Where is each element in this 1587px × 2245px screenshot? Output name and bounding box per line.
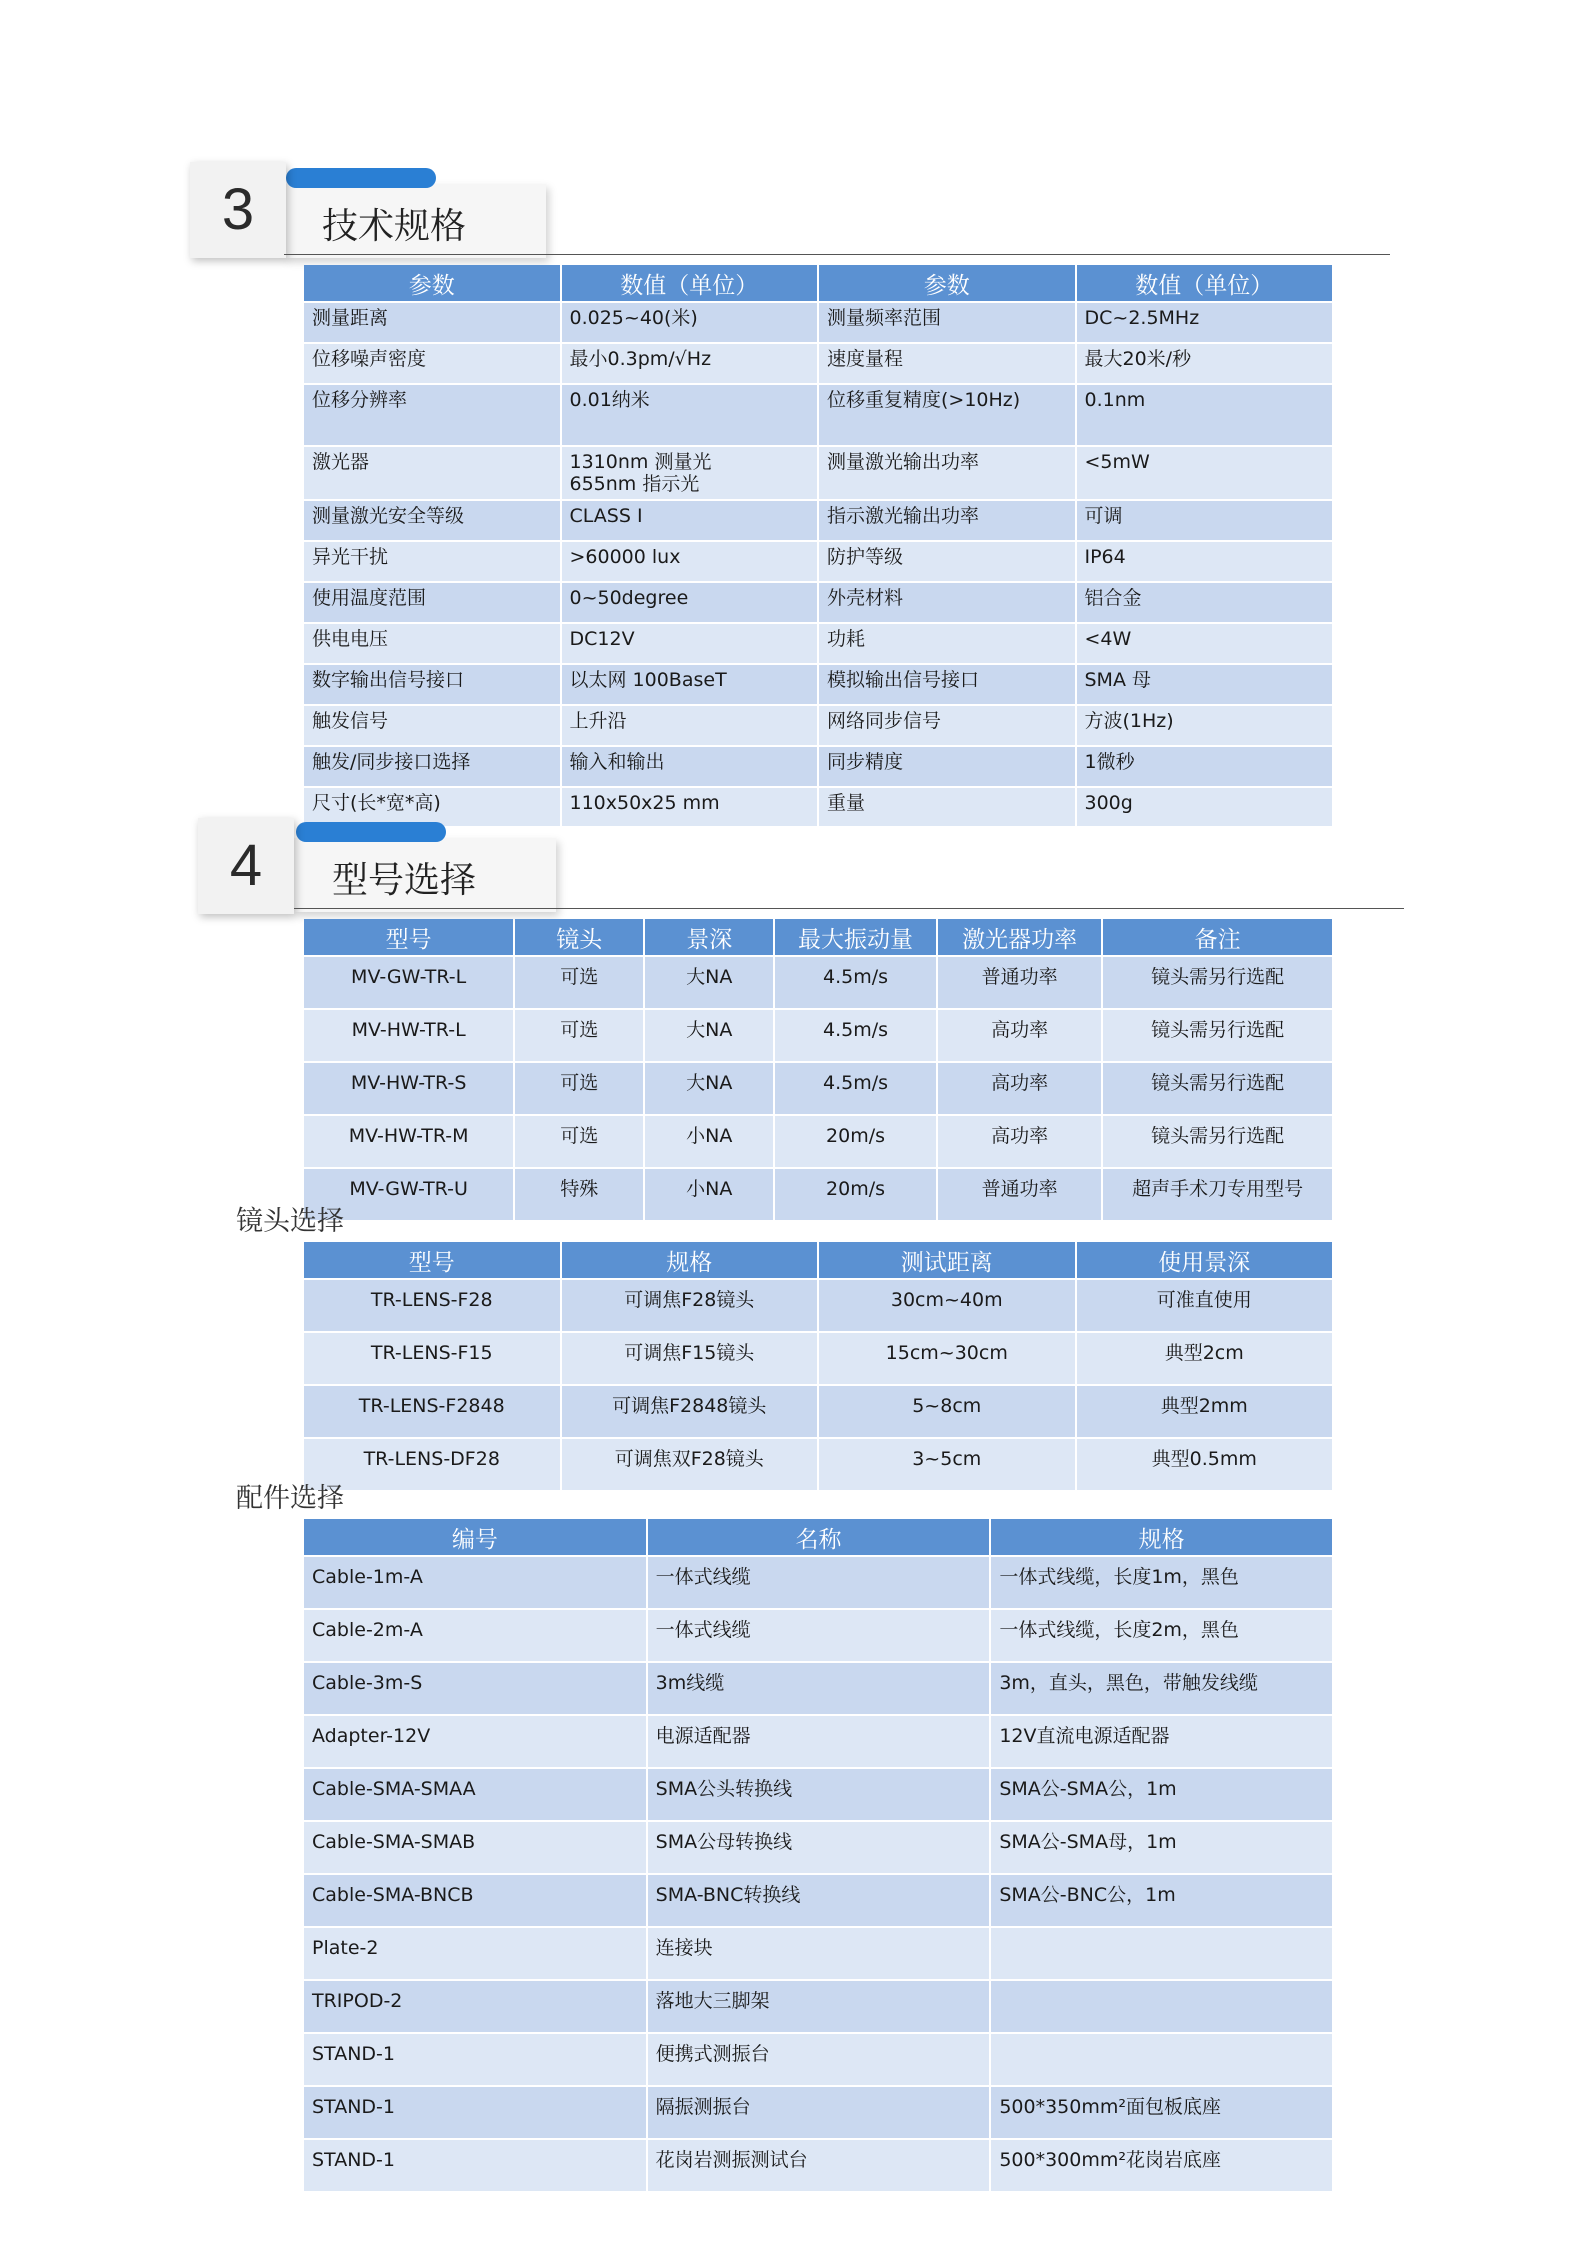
table-cell: 超声手术刀专用型号 bbox=[1103, 1169, 1332, 1220]
table-row bbox=[304, 1280, 1332, 1331]
table-row bbox=[304, 1063, 1332, 1114]
column-header: 参数 bbox=[304, 265, 560, 301]
table-row bbox=[304, 583, 1332, 622]
table-cell: 可选 bbox=[515, 1010, 643, 1061]
table-cell: 指示激光输出功率 bbox=[819, 501, 1075, 540]
table-cell: 模拟输出信号接口 bbox=[819, 665, 1075, 704]
table-cell: 30cm~40m bbox=[819, 1280, 1075, 1331]
table-cell: 触发/同步接口选择 bbox=[304, 747, 560, 786]
table-row bbox=[304, 1928, 1332, 1979]
table-row bbox=[304, 624, 1332, 663]
table-row bbox=[304, 1116, 1332, 1167]
table-cell: 位移噪声密度 bbox=[304, 344, 560, 383]
table-cell: 0~50degree bbox=[562, 583, 818, 622]
table-cell: IP64 bbox=[1077, 542, 1333, 581]
table-row bbox=[304, 747, 1332, 786]
table-cell: 1微秒 bbox=[1077, 747, 1333, 786]
table-cell: 最小0.3pm/√Hz bbox=[562, 344, 818, 383]
table-cell: SMA 母 bbox=[1077, 665, 1333, 704]
table-cell: DC12V bbox=[562, 624, 818, 663]
table-cell: Cable-3m-S bbox=[304, 1663, 646, 1714]
column-header: 使用景深 bbox=[1077, 1242, 1333, 1278]
table-cell: 500*300mm²花岗岩底座 bbox=[991, 2140, 1332, 2191]
table-cell: TRIPOD-2 bbox=[304, 1981, 646, 2032]
column-header: 激光器功率 bbox=[938, 919, 1102, 955]
table-cell: CLASS I bbox=[562, 501, 818, 540]
table-cell: 可调焦双F28镜头 bbox=[562, 1439, 818, 1490]
table-cell: 普通功率 bbox=[938, 957, 1102, 1008]
table-cell: 普通功率 bbox=[938, 1169, 1102, 1220]
table-cell: 可调焦F2848镜头 bbox=[562, 1386, 818, 1437]
table-cell: 小NA bbox=[645, 1169, 773, 1220]
table-cell: 上升沿 bbox=[562, 706, 818, 745]
table-cell: 异光干扰 bbox=[304, 542, 560, 581]
table-row bbox=[304, 1822, 1332, 1873]
table-cell: 以太网 100BaseT bbox=[562, 665, 818, 704]
lens-table bbox=[302, 1240, 1334, 1492]
table-cell: 4.5m/s bbox=[775, 1010, 936, 1061]
table-cell: 触发信号 bbox=[304, 706, 560, 745]
section-4-rule bbox=[294, 908, 1404, 909]
table-cell: 可选 bbox=[515, 1116, 643, 1167]
table-cell: 4.5m/s bbox=[775, 1063, 936, 1114]
section-3-title-box bbox=[284, 184, 546, 258]
table-cell: 速度量程 bbox=[819, 344, 1075, 383]
column-header: 镜头 bbox=[515, 919, 643, 955]
table-cell: 方波(1Hz) bbox=[1077, 706, 1333, 745]
column-header: 型号 bbox=[304, 1242, 560, 1278]
table-cell: 使用温度范围 bbox=[304, 583, 560, 622]
table-cell: <4W bbox=[1077, 624, 1333, 663]
table-cell: TR-LENS-F2848 bbox=[304, 1386, 560, 1437]
table-cell: 镜头需另行选配 bbox=[1103, 1010, 1332, 1061]
table-cell: 测量频率范围 bbox=[819, 303, 1075, 342]
table-cell: Plate-2 bbox=[304, 1928, 646, 1979]
table-cell bbox=[991, 1928, 1332, 1979]
section-3-number-box bbox=[190, 162, 286, 258]
table-cell: <5mW bbox=[1077, 447, 1333, 499]
accessory-table bbox=[302, 1517, 1334, 2193]
table-cell: 供电电压 bbox=[304, 624, 560, 663]
section-3-title: 技术规格 bbox=[322, 206, 467, 247]
table-cell: 高功率 bbox=[938, 1063, 1102, 1114]
lens-table-header bbox=[304, 1242, 1332, 1278]
spec-table bbox=[302, 263, 1334, 828]
table-cell: MV-HW-TR-L bbox=[304, 1010, 513, 1061]
table-cell: >60000 lux bbox=[562, 542, 818, 581]
table-cell: 3~5cm bbox=[819, 1439, 1075, 1490]
table-cell: 可调 bbox=[1077, 501, 1333, 540]
column-header: 最大振动量 bbox=[775, 919, 936, 955]
table-cell: STAND-1 bbox=[304, 2140, 646, 2191]
table-cell: MV-GW-TR-U bbox=[304, 1169, 513, 1220]
table-cell: 一体式线缆，长度2m，黑色 bbox=[991, 1610, 1332, 1661]
table-cell: 测量激光输出功率 bbox=[819, 447, 1075, 499]
table-cell: 300g bbox=[1077, 788, 1333, 826]
table-cell: Cable-1m-A bbox=[304, 1557, 646, 1608]
table-cell: 重量 bbox=[819, 788, 1075, 826]
table-cell: 500*350mm²面包板底座 bbox=[991, 2087, 1332, 2138]
table-cell: 典型2mm bbox=[1077, 1386, 1333, 1437]
lens-section-title: 镜头选择 bbox=[236, 1206, 344, 1237]
table-row bbox=[304, 1439, 1332, 1490]
table-cell: Cable-2m-A bbox=[304, 1610, 646, 1661]
table-row bbox=[304, 1610, 1332, 1661]
table-cell: 同步精度 bbox=[819, 747, 1075, 786]
table-cell: 隔振测振台 bbox=[648, 2087, 990, 2138]
table-cell: MV-GW-TR-L bbox=[304, 957, 513, 1008]
table-cell: MV-HW-TR-S bbox=[304, 1063, 513, 1114]
column-header: 数值（单位） bbox=[1077, 265, 1333, 301]
table-cell: 位移分辨率 bbox=[304, 385, 560, 445]
table-cell: 功耗 bbox=[819, 624, 1075, 663]
section-4-number-box bbox=[198, 818, 294, 914]
table-cell: 12V直流电源适配器 bbox=[991, 1716, 1332, 1767]
table-cell: Cable-SMA-SMAB bbox=[304, 1822, 646, 1873]
table-cell: TR-LENS-F28 bbox=[304, 1280, 560, 1331]
table-cell: STAND-1 bbox=[304, 2087, 646, 2138]
accessory-section-title: 配件选择 bbox=[236, 1483, 344, 1514]
table-cell: 尺寸(长*宽*高) bbox=[304, 788, 560, 826]
table-row bbox=[304, 1875, 1332, 1926]
table-cell: Cable-SMA-SMAA bbox=[304, 1769, 646, 1820]
table-row bbox=[304, 2087, 1332, 2138]
table-cell: 数字输出信号接口 bbox=[304, 665, 560, 704]
table-cell: 20m/s bbox=[775, 1116, 936, 1167]
table-cell: 大NA bbox=[645, 1063, 773, 1114]
table-cell: SMA-BNC转换线 bbox=[648, 1875, 990, 1926]
column-header: 名称 bbox=[648, 1519, 990, 1555]
table-cell: 便携式测振台 bbox=[648, 2034, 990, 2085]
column-header: 数值（单位） bbox=[562, 265, 818, 301]
table-cell: 3m，直头，黑色，带触发线缆 bbox=[991, 1663, 1332, 1714]
column-header: 测试距离 bbox=[819, 1242, 1075, 1278]
table-row bbox=[304, 501, 1332, 540]
table-cell: SMA公母转换线 bbox=[648, 1822, 990, 1873]
table-row bbox=[304, 1981, 1332, 2032]
table-row bbox=[304, 1716, 1332, 1767]
section-4-number: 4 bbox=[229, 833, 263, 898]
table-cell bbox=[991, 1981, 1332, 2032]
table-cell: 外壳材料 bbox=[819, 583, 1075, 622]
table-row bbox=[304, 2034, 1332, 2085]
table-cell: 4.5m/s bbox=[775, 957, 936, 1008]
table-cell: 电源适配器 bbox=[648, 1716, 990, 1767]
table-cell: 小NA bbox=[645, 1116, 773, 1167]
table-cell: Cable-SMA-BNCB bbox=[304, 1875, 646, 1926]
table-row bbox=[304, 1010, 1332, 1061]
table-cell: TR-LENS-F15 bbox=[304, 1333, 560, 1384]
model-table bbox=[302, 917, 1334, 1222]
table-row bbox=[304, 1169, 1332, 1220]
spec-table-header bbox=[304, 265, 1332, 301]
table-row bbox=[304, 1557, 1332, 1608]
table-cell: MV-HW-TR-M bbox=[304, 1116, 513, 1167]
table-cell: 位移重复精度(>10Hz) bbox=[819, 385, 1075, 445]
column-header: 规格 bbox=[991, 1519, 1332, 1555]
table-cell: 防护等级 bbox=[819, 542, 1075, 581]
table-cell: 0.1nm bbox=[1077, 385, 1333, 445]
table-row bbox=[304, 2140, 1332, 2191]
table-cell: 特殊 bbox=[515, 1169, 643, 1220]
table-cell: 20m/s bbox=[775, 1169, 936, 1220]
model-table-header bbox=[304, 919, 1332, 955]
section-4-title-box bbox=[294, 838, 556, 912]
table-cell: 可选 bbox=[515, 957, 643, 1008]
section-3-accent-pill bbox=[286, 168, 436, 188]
column-header: 规格 bbox=[562, 1242, 818, 1278]
table-cell: 高功率 bbox=[938, 1116, 1102, 1167]
table-cell: 最大20米/秒 bbox=[1077, 344, 1333, 383]
table-cell: STAND-1 bbox=[304, 2034, 646, 2085]
table-cell bbox=[991, 2034, 1332, 2085]
table-cell: 高功率 bbox=[938, 1010, 1102, 1061]
table-row bbox=[304, 706, 1332, 745]
table-cell: DC~2.5MHz bbox=[1077, 303, 1333, 342]
table-cell: SMA公头转换线 bbox=[648, 1769, 990, 1820]
table-row bbox=[304, 344, 1332, 383]
column-header: 型号 bbox=[304, 919, 513, 955]
table-cell: SMA公-SMA母，1m bbox=[991, 1822, 1332, 1873]
section-4-title: 型号选择 bbox=[332, 860, 477, 901]
table-cell: 花岗岩测振测试台 bbox=[648, 2140, 990, 2191]
table-cell: 0.01纳米 bbox=[562, 385, 818, 445]
column-header: 备注 bbox=[1103, 919, 1332, 955]
table-cell: 1310nm 测量光 655nm 指示光 bbox=[562, 447, 818, 499]
section-3-number: 3 bbox=[221, 177, 255, 242]
table-cell: 铝合金 bbox=[1077, 583, 1333, 622]
table-cell: 可调焦F28镜头 bbox=[562, 1280, 818, 1331]
table-cell: TR-LENS-DF28 bbox=[304, 1439, 560, 1490]
table-cell: 激光器 bbox=[304, 447, 560, 499]
table-row bbox=[304, 957, 1332, 1008]
table-cell: 一体式线缆 bbox=[648, 1557, 990, 1608]
table-row bbox=[304, 1333, 1332, 1384]
table-cell: 落地大三脚架 bbox=[648, 1981, 990, 2032]
table-cell: 5~8cm bbox=[819, 1386, 1075, 1437]
table-cell: 大NA bbox=[645, 1010, 773, 1061]
table-cell: 输入和输出 bbox=[562, 747, 818, 786]
section-4-accent-pill bbox=[296, 822, 446, 842]
table-row bbox=[304, 303, 1332, 342]
table-row bbox=[304, 1663, 1332, 1714]
table-cell: 可调焦F15镜头 bbox=[562, 1333, 818, 1384]
table-cell: 测量激光安全等级 bbox=[304, 501, 560, 540]
table-cell: 可准直使用 bbox=[1077, 1280, 1333, 1331]
table-cell: 大NA bbox=[645, 957, 773, 1008]
table-cell: 镜头需另行选配 bbox=[1103, 957, 1332, 1008]
table-cell: 典型2cm bbox=[1077, 1333, 1333, 1384]
table-cell: 镜头需另行选配 bbox=[1103, 1063, 1332, 1114]
table-row bbox=[304, 447, 1332, 499]
table-cell: SMA公-BNC公，1m bbox=[991, 1875, 1332, 1926]
table-cell: 3m线缆 bbox=[648, 1663, 990, 1714]
section-4-header bbox=[198, 818, 1408, 928]
table-cell: 110x50x25 mm bbox=[562, 788, 818, 826]
accessory-table-header bbox=[304, 1519, 1332, 1555]
table-cell: 镜头需另行选配 bbox=[1103, 1116, 1332, 1167]
table-cell: 一体式线缆，长度1m，黑色 bbox=[991, 1557, 1332, 1608]
section-3-header bbox=[190, 162, 1390, 272]
table-row bbox=[304, 1769, 1332, 1820]
table-cell: 测量距离 bbox=[304, 303, 560, 342]
column-header: 编号 bbox=[304, 1519, 646, 1555]
table-cell: 一体式线缆 bbox=[648, 1610, 990, 1661]
table-cell: 网络同步信号 bbox=[819, 706, 1075, 745]
table-cell: 可选 bbox=[515, 1063, 643, 1114]
column-header: 景深 bbox=[645, 919, 773, 955]
column-header: 参数 bbox=[819, 265, 1075, 301]
table-cell: SMA公-SMA公，1m bbox=[991, 1769, 1332, 1820]
table-row bbox=[304, 542, 1332, 581]
table-cell: 0.025~40(米) bbox=[562, 303, 818, 342]
table-row bbox=[304, 385, 1332, 445]
section-3-rule bbox=[284, 254, 1390, 255]
table-cell: Adapter-12V bbox=[304, 1716, 646, 1767]
table-row bbox=[304, 1386, 1332, 1437]
table-cell: 典型0.5mm bbox=[1077, 1439, 1333, 1490]
table-cell: 15cm~30cm bbox=[819, 1333, 1075, 1384]
table-cell: 连接块 bbox=[648, 1928, 990, 1979]
table-row bbox=[304, 665, 1332, 704]
